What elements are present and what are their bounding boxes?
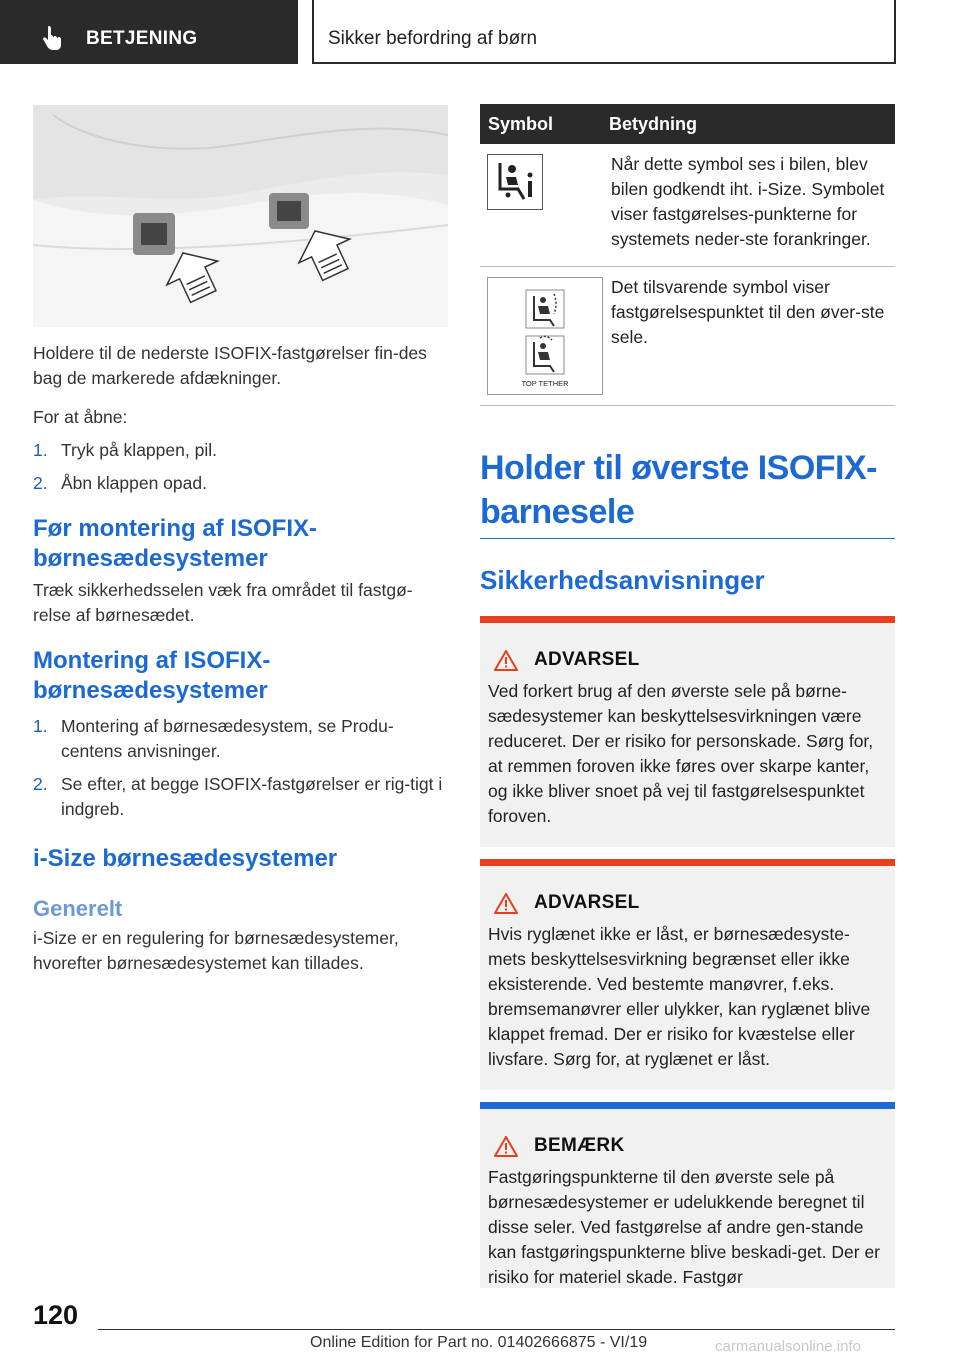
list-item bbox=[33, 471, 448, 496]
isofix-anchor-illustration bbox=[33, 105, 448, 327]
footer-divider bbox=[98, 1329, 895, 1330]
edition-text: Online Edition for Part no. 01402666875 - VI/19 bbox=[310, 1334, 648, 1351]
symbol-meaning: Når dette symbol ses i bilen, blev bilen godkendt iht. i-Size. Symbolet viser fastgørelses-punkterne for systemets neder-ste forankringer. bbox=[603, 144, 895, 267]
heading-before-mounting: Før montering af ISOFIX-børnesædesystemer bbox=[33, 515, 318, 572]
right-column bbox=[480, 104, 895, 1288]
photo-caption: Holdere til de nederste ISOFIX-fastgørelser fin-des bag de markerede afdækninger. bbox=[33, 343, 427, 388]
before-mounting-text: Træk sikkerhedsselen væk fra området til fastgø-relse af børnesædet. bbox=[33, 580, 413, 625]
left-column bbox=[33, 105, 448, 976]
top-tether-icon bbox=[487, 277, 603, 395]
heading-isize: i-Size børnesædesystemer bbox=[33, 845, 338, 872]
column-header-symbol: Symbol bbox=[480, 104, 603, 144]
open-steps bbox=[33, 438, 448, 496]
list-item bbox=[33, 438, 448, 463]
warning-box bbox=[480, 616, 895, 847]
table-row bbox=[480, 144, 895, 267]
section-title: BETJENING bbox=[86, 28, 198, 49]
open-intro: For at åbne: bbox=[33, 407, 128, 427]
step-text: Se efter, at begge ISOFIX-fastgørelser er rig-tigt i indgreb. bbox=[61, 774, 443, 819]
heading-safety: Sikkerhedsanvisninger bbox=[480, 565, 765, 595]
list-item bbox=[33, 772, 448, 822]
symbol-table bbox=[480, 104, 895, 406]
step-number: 2. bbox=[33, 774, 48, 794]
breadcrumb bbox=[312, 0, 896, 64]
heading-mounting: Montering af ISOFIX-børnesædesystemer bbox=[33, 647, 271, 704]
mount-steps bbox=[33, 714, 448, 822]
heading-general: Generelt bbox=[33, 896, 123, 921]
isize-child-seat-icon bbox=[487, 154, 543, 210]
warning-triangle-icon bbox=[494, 650, 518, 671]
column-header-meaning: Betydning bbox=[603, 104, 895, 144]
warning-title: ADVARSEL bbox=[534, 892, 640, 913]
notice-text: Fastgøringspunkterne til den øverste sele på børnesædesystemer er udelukkende beregnet til disse seler. Ved fastgørelse af andre gen-stande kan fastgøringspunkterne blive beskadi-get. Der er risiko for materiel skade. Fastgør bbox=[488, 1167, 881, 1287]
notice-title: BEMÆRK bbox=[534, 1135, 625, 1156]
page-number: 120 bbox=[33, 1300, 79, 1330]
section-tab bbox=[0, 0, 298, 64]
step-text: Montering af børnesædesystem, se Produ-centens anvisninger. bbox=[61, 716, 394, 761]
step-number: 1. bbox=[33, 716, 48, 736]
step-number: 2. bbox=[33, 473, 48, 493]
warning-text: Ved forkert brug af den øverste sele på børne-sædesystemer kan beskyttelsesvirkningen være reduceret. Der er risiko for personskade. Sørg for, at remmen foroven ikke føres over skarpe kanter, og ikke bliver snoet på vej til fastgørelsespunktet foroven. bbox=[488, 681, 874, 826]
warning-triangle-icon bbox=[494, 1136, 518, 1157]
breadcrumb-text: Sikker befordring af børn bbox=[328, 28, 538, 49]
step-text: Tryk på klappen, pil. bbox=[61, 440, 217, 460]
top-tether-label: TOP TETHER bbox=[521, 379, 569, 388]
hand-pointer-icon bbox=[40, 26, 64, 52]
watermark: carmanualsonline.info bbox=[715, 1338, 861, 1355]
notice-box bbox=[480, 1102, 895, 1288]
warning-text: Hvis ryglænet ikke er låst, er børnesædesyste-mets beskyttelsesvirkning begrænset eller ikke eksisterende. Ved bestemte manøvrer, f.eks. bremsemanøvrer eller ulykker, kan ryglænet blive klappet fremad. Der er risiko for kvæstelse eller livsfare. Sørg for, at ryglænet er låst. bbox=[488, 924, 871, 1069]
symbol-meaning: Det tilsvarende symbol viser fastgørelsespunktet til den øver-ste sele. bbox=[603, 267, 895, 406]
warning-box bbox=[480, 859, 895, 1090]
heading-top-tether: Holder til øverste ISOFIX-barnesele bbox=[480, 446, 895, 539]
step-number: 1. bbox=[33, 440, 48, 460]
step-text: Åbn klappen opad. bbox=[61, 473, 207, 493]
table-header-row bbox=[480, 104, 895, 144]
warning-title: ADVARSEL bbox=[534, 649, 640, 670]
general-text: i-Size er en regulering for børnesædesystemer, hvorefter børnesædesystemet kan tillades. bbox=[33, 928, 399, 973]
isofix-photo bbox=[33, 105, 448, 327]
warning-triangle-icon bbox=[494, 893, 518, 914]
table-row bbox=[480, 267, 895, 406]
list-item bbox=[33, 714, 448, 764]
page-header bbox=[0, 0, 960, 66]
